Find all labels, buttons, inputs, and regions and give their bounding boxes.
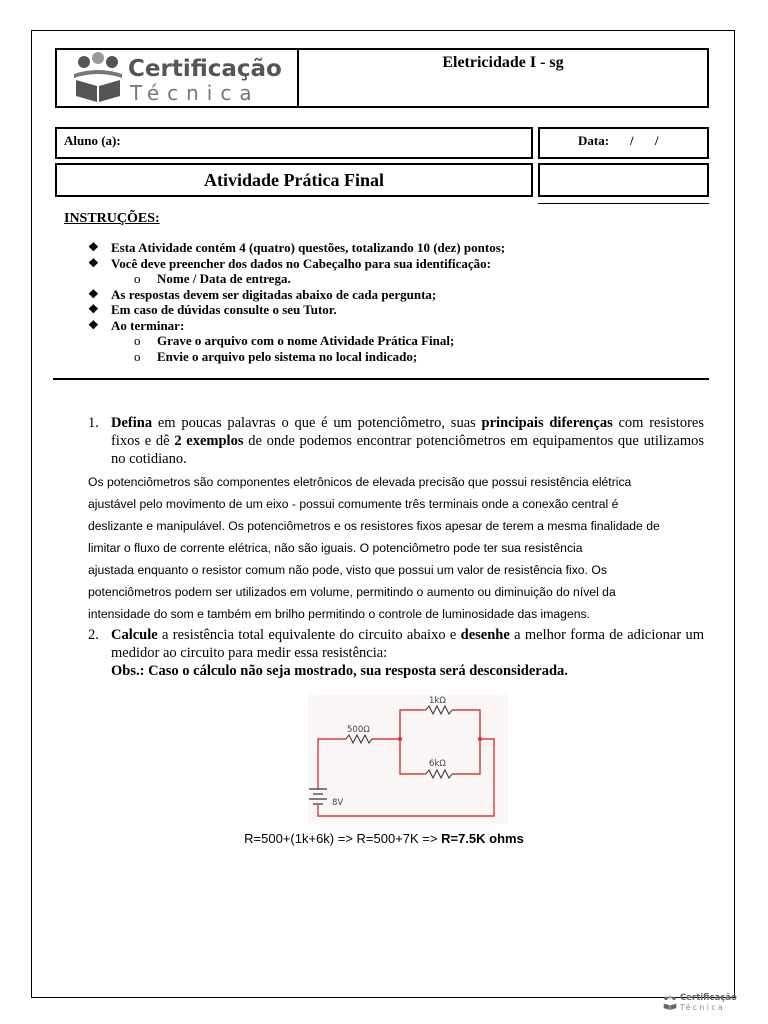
diamond-bullet-icon: ❖ bbox=[88, 286, 99, 301]
footer-logo-text: Certificação bbox=[680, 993, 737, 1003]
footer-logo bbox=[662, 993, 738, 1015]
answer-1 bbox=[88, 471, 704, 625]
list-item: ❖ Em caso de dúvidas consulte o seu Tutor. bbox=[88, 302, 337, 317]
question-number: 1. bbox=[88, 415, 99, 431]
list-item: ❖ Você deve preencher dos dados no Cabeçalho para sua identificação: bbox=[88, 255, 492, 271]
answer-line: potenciômetros podem ser utilizados em volume, permitindo o aumento ou diminuição do nível da bbox=[88, 585, 616, 599]
list-item: o Grave o arquivo com o nome Atividade Prática Final; bbox=[134, 333, 455, 348]
activity-title: Atividade Prática Final bbox=[204, 170, 384, 190]
list-item: ❖ As respostas devem ser digitadas abaixo de cada pergunta; bbox=[88, 286, 437, 302]
resistor-1k-label: 1kΩ bbox=[429, 696, 446, 706]
circle-bullet-icon: o bbox=[134, 271, 141, 286]
grade-box bbox=[538, 163, 709, 197]
date-label: Data: bbox=[578, 133, 610, 148]
circle-bullet-icon: o bbox=[134, 333, 141, 348]
circle-bullet-icon: o bbox=[134, 348, 141, 364]
diamond-bullet-icon: ❖ bbox=[88, 317, 99, 332]
list-item: ❖ Ao terminar: bbox=[88, 317, 185, 333]
question-note: Obs.: Caso o cálculo não seja mostrado, sua resposta será desconsiderada. bbox=[111, 663, 568, 679]
resistor-500-label: 500Ω bbox=[347, 725, 370, 735]
question-text: Calcule a resistência total equivalente do circuito abaixo e desenhe a melhor forma de adicionar um medidor ao circuito para medir essa resistência: bbox=[111, 627, 704, 661]
answer-line: deslizante e manipulável. Os potenciômetros e os resistores fixos apesar de terem a mesma finalidade de bbox=[88, 519, 660, 533]
calculation-answer bbox=[0, 831, 768, 846]
logo-text-certificacao: Certificação bbox=[128, 56, 282, 82]
circuit-node bbox=[398, 737, 402, 741]
question-number: 2. bbox=[88, 627, 99, 643]
student-label: Aluno (a): bbox=[64, 133, 121, 148]
course-title: Eletricidade I - sg bbox=[442, 54, 564, 71]
question-text: Defina em poucas palavras o que é um potenciômetro, suas principais diferenças com resistores fixos e dê 2 exemplos de onde podemos encontrar potenciômetros em equipamentos que utilizamos no cotidiano. bbox=[111, 415, 704, 467]
date-box bbox=[538, 127, 709, 159]
list-item: o Nome / Data de entrega. bbox=[134, 271, 291, 286]
section-divider bbox=[53, 378, 709, 380]
source-voltage-label: 8V bbox=[332, 798, 344, 808]
answer-line: Os potenciômetros são componentes eletrônicos de elevada precisão que possui resistência elétrica bbox=[88, 475, 632, 489]
calculation-steps: R=500+(1k+6k) => R=500+7K => bbox=[244, 831, 442, 846]
answer-line: limitar o fluxo de corrente elétrica, não são iguais. O potenciômetro pode ter sua resistência bbox=[88, 541, 583, 555]
question-2 bbox=[88, 626, 704, 680]
answer-line: ajustável pelo movimento de um eixo - possui comumente três terminais onde a conexão central é bbox=[88, 497, 619, 511]
instructions-heading: INSTRUÇÕES: bbox=[64, 211, 160, 226]
answer-line: intensidade do som e também em brilho permitindo o controle de luminosidade das imagens. bbox=[88, 607, 590, 621]
diamond-bullet-icon: ❖ bbox=[88, 302, 99, 316]
list-item: o Envie o arquivo pelo sistema no local indicado; bbox=[134, 348, 418, 364]
logo-people-book-icon bbox=[662, 995, 678, 1011]
calculation-result: R=7.5K ohms bbox=[441, 831, 524, 846]
instructions-list bbox=[88, 240, 688, 364]
list-item: ❖ Esta Atividade contém 4 (quatro) questões, totalizando 10 (dez) pontos; bbox=[88, 240, 506, 255]
divider bbox=[538, 203, 709, 204]
student-name-box bbox=[55, 127, 533, 159]
answer-line: ajustada enquanto o resistor comum não pode, visto que possui um valor de resistência fixo. Os bbox=[88, 563, 607, 577]
footer-logo-subtext: Técnica bbox=[680, 1003, 726, 1012]
question-1 bbox=[88, 414, 704, 468]
logo-people-book-icon bbox=[70, 52, 126, 104]
circuit-diagram bbox=[308, 694, 508, 824]
date-value: / / bbox=[630, 133, 659, 148]
circuit-node bbox=[478, 737, 482, 741]
resistor-6k-label: 6kΩ bbox=[429, 759, 446, 769]
diamond-bullet-icon: ❖ bbox=[88, 240, 99, 254]
diamond-bullet-icon: ❖ bbox=[88, 255, 99, 270]
logo-text-tecnica: Técnica bbox=[130, 81, 260, 105]
certificacao-tecnica-logo bbox=[70, 52, 290, 106]
